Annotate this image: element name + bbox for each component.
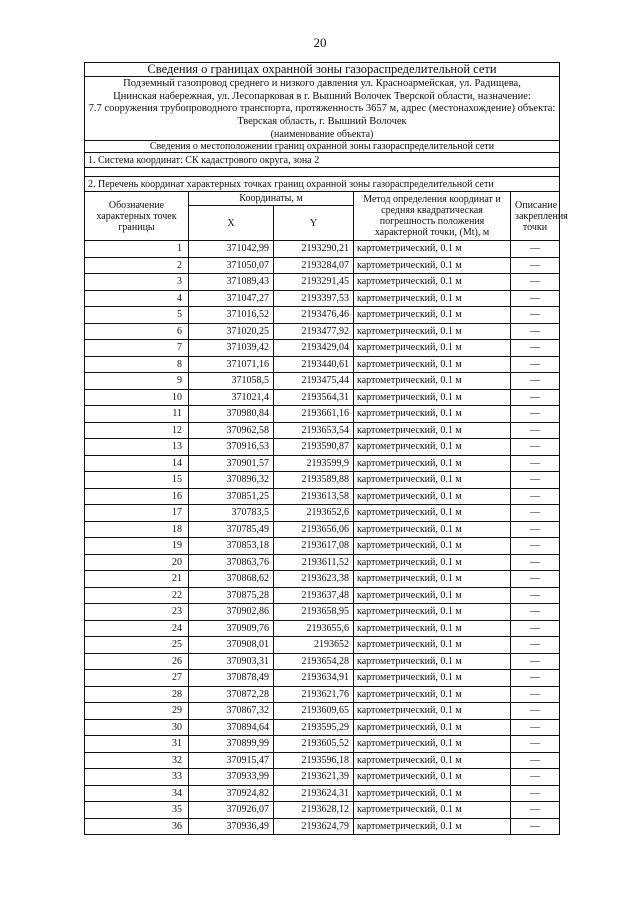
coord-x: 371058,5 bbox=[189, 373, 274, 390]
point-number: 18 bbox=[85, 521, 189, 538]
description-cell: — bbox=[511, 505, 560, 522]
col-desc-header: Описание закрепления точки bbox=[511, 192, 560, 241]
coord-y: 2193621,39 bbox=[274, 769, 354, 786]
point-number: 13 bbox=[85, 439, 189, 456]
point-number: 35 bbox=[85, 802, 189, 819]
coord-x: 370903,31 bbox=[189, 653, 274, 670]
coord-x: 370924,82 bbox=[189, 785, 274, 802]
coord-y: 2193621,76 bbox=[274, 686, 354, 703]
coord-y: 2193564,31 bbox=[274, 389, 354, 406]
col-method-text: Метод определения координат и средняя квадратическая погрешность положения характерной точки, (Mt), м bbox=[363, 194, 501, 238]
point-number: 15 bbox=[85, 472, 189, 489]
point-number: 4 bbox=[85, 290, 189, 307]
method-cell: картометрический, 0.1 м bbox=[354, 274, 511, 291]
table-row bbox=[85, 340, 560, 357]
method-cell: картометрический, 0.1 м bbox=[354, 389, 511, 406]
coord-x: 370868,62 bbox=[189, 571, 274, 588]
description-cell: — bbox=[511, 439, 560, 456]
coord-x: 370878,49 bbox=[189, 670, 274, 687]
col-method-header bbox=[354, 192, 511, 241]
point-number: 19 bbox=[85, 538, 189, 555]
coord-y: 2193291,45 bbox=[274, 274, 354, 291]
table-title: Сведения о границах охранной зоны газораспределительной сети bbox=[85, 63, 560, 77]
blank-row bbox=[85, 168, 560, 177]
table-row bbox=[85, 604, 560, 621]
description-cell: — bbox=[511, 356, 560, 373]
coord-y: 2193661,16 bbox=[274, 406, 354, 423]
point-number: 14 bbox=[85, 455, 189, 472]
method-cell: картометрический, 0.1 м bbox=[354, 323, 511, 340]
point-number: 10 bbox=[85, 389, 189, 406]
coord-x: 370916,53 bbox=[189, 439, 274, 456]
coord-y: 2193397,53 bbox=[274, 290, 354, 307]
method-cell: картометрический, 0.1 м bbox=[354, 752, 511, 769]
table-row bbox=[85, 439, 560, 456]
description-cell: — bbox=[511, 257, 560, 274]
point-number: 6 bbox=[85, 323, 189, 340]
coord-y: 2193634,91 bbox=[274, 670, 354, 687]
point-number: 12 bbox=[85, 422, 189, 439]
coord-x: 371042,99 bbox=[189, 241, 274, 258]
table-row bbox=[85, 472, 560, 489]
description-cell: — bbox=[511, 752, 560, 769]
description-cell: — bbox=[511, 686, 560, 703]
method-cell: картометрический, 0.1 м bbox=[354, 455, 511, 472]
table-row bbox=[85, 571, 560, 588]
coord-y: 2193611,52 bbox=[274, 554, 354, 571]
method-cell: картометрический, 0.1 м bbox=[354, 769, 511, 786]
coord-x: 370853,18 bbox=[189, 538, 274, 555]
points-list-title: 2. Перечень координат характерных точках границ охранной зоны газораспределительной сети bbox=[85, 177, 560, 192]
coord-x: 370908,01 bbox=[189, 637, 274, 654]
coord-y: 2193596,18 bbox=[274, 752, 354, 769]
point-number: 30 bbox=[85, 719, 189, 736]
coord-y: 2193617,08 bbox=[274, 538, 354, 555]
coord-x: 370909,76 bbox=[189, 620, 274, 637]
coord-y: 2193624,31 bbox=[274, 785, 354, 802]
coord-y: 2193652,6 bbox=[274, 505, 354, 522]
col-x-header: X bbox=[189, 206, 274, 241]
description-cell: — bbox=[511, 241, 560, 258]
object-name-caption: (наименование объекта) bbox=[85, 129, 560, 141]
method-cell: картометрический, 0.1 м bbox=[354, 670, 511, 687]
method-cell: картометрический, 0.1 м bbox=[354, 406, 511, 423]
coord-y: 2193595,29 bbox=[274, 719, 354, 736]
table-row bbox=[85, 538, 560, 555]
description-cell: — bbox=[511, 703, 560, 720]
table-row bbox=[85, 769, 560, 786]
table-row bbox=[85, 307, 560, 324]
description-cell: — bbox=[511, 818, 560, 835]
description-cell: — bbox=[511, 736, 560, 753]
table-row bbox=[85, 653, 560, 670]
point-number: 9 bbox=[85, 373, 189, 390]
method-cell: картометрический, 0.1 м bbox=[354, 703, 511, 720]
description-cell: — bbox=[511, 323, 560, 340]
point-number: 32 bbox=[85, 752, 189, 769]
table-row bbox=[85, 257, 560, 274]
point-number: 36 bbox=[85, 818, 189, 835]
method-cell: картометрический, 0.1 м bbox=[354, 290, 511, 307]
table-row bbox=[85, 290, 560, 307]
description-cell: — bbox=[511, 769, 560, 786]
coord-x: 370899,99 bbox=[189, 736, 274, 753]
coord-y: 2193623,38 bbox=[274, 571, 354, 588]
description-cell: — bbox=[511, 340, 560, 357]
description-cell: — bbox=[511, 719, 560, 736]
method-cell: картометрический, 0.1 м bbox=[354, 818, 511, 835]
coord-y: 2193429,04 bbox=[274, 340, 354, 357]
coord-x: 370894,64 bbox=[189, 719, 274, 736]
coord-y: 2193476,46 bbox=[274, 307, 354, 324]
method-cell: картометрический, 0.1 м bbox=[354, 686, 511, 703]
coord-x: 370901,57 bbox=[189, 455, 274, 472]
method-cell: картометрический, 0.1 м bbox=[354, 505, 511, 522]
coord-x: 371020,25 bbox=[189, 323, 274, 340]
coord-y: 2193628,12 bbox=[274, 802, 354, 819]
point-number: 23 bbox=[85, 604, 189, 621]
table-row bbox=[85, 406, 560, 423]
coord-x: 370962,58 bbox=[189, 422, 274, 439]
point-number: 33 bbox=[85, 769, 189, 786]
table-row bbox=[85, 719, 560, 736]
coord-y: 2193284,07 bbox=[274, 257, 354, 274]
coord-y: 2193599,9 bbox=[274, 455, 354, 472]
boundary-table bbox=[84, 62, 568, 835]
point-number: 2 bbox=[85, 257, 189, 274]
coord-x: 371071,16 bbox=[189, 356, 274, 373]
description-cell: — bbox=[511, 587, 560, 604]
point-number: 24 bbox=[85, 620, 189, 637]
point-number: 7 bbox=[85, 340, 189, 357]
method-cell: картометрический, 0.1 м bbox=[354, 422, 511, 439]
page-number: 20 bbox=[313, 35, 327, 50]
method-cell: картометрический, 0.1 м bbox=[354, 620, 511, 637]
point-number: 1 bbox=[85, 241, 189, 258]
table-row bbox=[85, 505, 560, 522]
method-cell: картометрический, 0.1 м bbox=[354, 785, 511, 802]
description-cell: — bbox=[511, 620, 560, 637]
coordinate-system: 1. Система координат: СК кадастрового округа, зона 2 bbox=[85, 153, 560, 168]
coord-x: 370915,47 bbox=[189, 752, 274, 769]
description-cell: — bbox=[511, 422, 560, 439]
method-cell: картометрический, 0.1 м bbox=[354, 241, 511, 258]
method-cell: картометрический, 0.1 м bbox=[354, 257, 511, 274]
table-row bbox=[85, 521, 560, 538]
coord-x: 371016,52 bbox=[189, 307, 274, 324]
description-cell: — bbox=[511, 670, 560, 687]
coord-x: 371021,4 bbox=[189, 389, 274, 406]
table-row bbox=[85, 818, 560, 835]
method-cell: картометрический, 0.1 м bbox=[354, 340, 511, 357]
point-number: 16 bbox=[85, 488, 189, 505]
description-cell: — bbox=[511, 571, 560, 588]
point-number: 5 bbox=[85, 307, 189, 324]
point-number: 26 bbox=[85, 653, 189, 670]
coord-x: 370926,07 bbox=[189, 802, 274, 819]
table-row bbox=[85, 488, 560, 505]
method-cell: картометрический, 0.1 м bbox=[354, 521, 511, 538]
coord-x: 370980,84 bbox=[189, 406, 274, 423]
table-row bbox=[85, 670, 560, 687]
table-row bbox=[85, 274, 560, 291]
method-cell: картометрический, 0.1 м bbox=[354, 554, 511, 571]
table-row bbox=[85, 686, 560, 703]
coord-y: 2193440,61 bbox=[274, 356, 354, 373]
point-number: 27 bbox=[85, 670, 189, 687]
description-cell: — bbox=[511, 290, 560, 307]
description-cell: — bbox=[511, 637, 560, 654]
object-line: Цнинская набережная, ул. Лесопарковая в г. Вышний Волочек Тверской области, назначение: bbox=[113, 90, 531, 102]
coord-y: 2193656,06 bbox=[274, 521, 354, 538]
method-cell: картометрический, 0.1 м bbox=[354, 571, 511, 588]
coord-x: 370936,49 bbox=[189, 818, 274, 835]
col-point-header: Обозначение характерных точек границы bbox=[85, 192, 189, 241]
table-row bbox=[85, 587, 560, 604]
point-number: 17 bbox=[85, 505, 189, 522]
description-cell: — bbox=[511, 307, 560, 324]
method-cell: картометрический, 0.1 м bbox=[354, 736, 511, 753]
table-row bbox=[85, 389, 560, 406]
description-cell: — bbox=[511, 554, 560, 571]
table-row bbox=[85, 752, 560, 769]
table-row bbox=[85, 802, 560, 819]
object-line: Тверская область, г. Вышний Волочек bbox=[237, 115, 407, 127]
coord-x: 370896,32 bbox=[189, 472, 274, 489]
description-cell: — bbox=[511, 521, 560, 538]
coord-y: 2193654,28 bbox=[274, 653, 354, 670]
method-cell: картометрический, 0.1 м bbox=[354, 439, 511, 456]
table-row bbox=[85, 703, 560, 720]
method-cell: картометрический, 0.1 м bbox=[354, 373, 511, 390]
method-cell: картометрический, 0.1 м bbox=[354, 488, 511, 505]
description-cell: — bbox=[511, 488, 560, 505]
coord-y: 2193605,52 bbox=[274, 736, 354, 753]
point-number: 22 bbox=[85, 587, 189, 604]
coord-x: 370863,76 bbox=[189, 554, 274, 571]
point-number: 8 bbox=[85, 356, 189, 373]
coord-x: 370875,28 bbox=[189, 587, 274, 604]
coord-y: 2193290,21 bbox=[274, 241, 354, 258]
description-cell: — bbox=[511, 604, 560, 621]
coord-y: 2193658,95 bbox=[274, 604, 354, 621]
table-row bbox=[85, 620, 560, 637]
description-cell: — bbox=[511, 538, 560, 555]
point-number: 11 bbox=[85, 406, 189, 423]
method-cell: картометрический, 0.1 м bbox=[354, 587, 511, 604]
object-description bbox=[85, 77, 560, 130]
point-number: 20 bbox=[85, 554, 189, 571]
point-number: 31 bbox=[85, 736, 189, 753]
coord-x: 371039,42 bbox=[189, 340, 274, 357]
table-row bbox=[85, 241, 560, 258]
description-cell: — bbox=[511, 455, 560, 472]
description-cell: — bbox=[511, 802, 560, 819]
coord-y: 2193609,65 bbox=[274, 703, 354, 720]
method-cell: картометрический, 0.1 м bbox=[354, 719, 511, 736]
table-row bbox=[85, 455, 560, 472]
description-cell: — bbox=[511, 472, 560, 489]
method-cell: картометрический, 0.1 м bbox=[354, 356, 511, 373]
description-cell: — bbox=[511, 274, 560, 291]
description-cell: — bbox=[511, 373, 560, 390]
coord-y: 2193613,58 bbox=[274, 488, 354, 505]
description-cell: — bbox=[511, 389, 560, 406]
coord-x: 370867,32 bbox=[189, 703, 274, 720]
coord-y: 2193655,6 bbox=[274, 620, 354, 637]
point-number: 34 bbox=[85, 785, 189, 802]
col-y-header: Y bbox=[274, 206, 354, 241]
method-cell: картометрический, 0.1 м bbox=[354, 307, 511, 324]
method-cell: картометрический, 0.1 м bbox=[354, 637, 511, 654]
coord-y: 2193589,88 bbox=[274, 472, 354, 489]
point-number: 29 bbox=[85, 703, 189, 720]
coord-y: 2193653,54 bbox=[274, 422, 354, 439]
object-line: 7.7 сооружения трубопроводного транспорта, протяженность 3657 м, адрес (местонахождение) объекта: bbox=[88, 103, 556, 114]
table-row bbox=[85, 323, 560, 340]
table-row bbox=[85, 637, 560, 654]
point-number: 28 bbox=[85, 686, 189, 703]
coord-y: 2193475,44 bbox=[274, 373, 354, 390]
table-row bbox=[85, 736, 560, 753]
coord-x: 370902,86 bbox=[189, 604, 274, 621]
method-cell: картометрический, 0.1 м bbox=[354, 472, 511, 489]
method-cell: картометрический, 0.1 м bbox=[354, 653, 511, 670]
table-row bbox=[85, 554, 560, 571]
method-cell: картометрический, 0.1 м bbox=[354, 538, 511, 555]
method-cell: картометрический, 0.1 м bbox=[354, 802, 511, 819]
table-row bbox=[85, 785, 560, 802]
coord-x: 370872,28 bbox=[189, 686, 274, 703]
description-cell: — bbox=[511, 785, 560, 802]
section-title: Сведения о местоположении границ охранной зоны газораспределительной сети bbox=[85, 141, 560, 153]
table-row bbox=[85, 373, 560, 390]
point-number: 25 bbox=[85, 637, 189, 654]
col-coords-header: Координаты, м bbox=[189, 192, 354, 206]
point-number: 21 bbox=[85, 571, 189, 588]
table-row bbox=[85, 422, 560, 439]
coord-x: 371047,27 bbox=[189, 290, 274, 307]
method-cell: картометрический, 0.1 м bbox=[354, 604, 511, 621]
coord-y: 2193652 bbox=[274, 637, 354, 654]
coord-x: 371089,43 bbox=[189, 274, 274, 291]
coord-y: 2193637,48 bbox=[274, 587, 354, 604]
description-cell: — bbox=[511, 653, 560, 670]
coord-x: 370851,25 bbox=[189, 488, 274, 505]
coord-y: 2193477,92 bbox=[274, 323, 354, 340]
point-number: 3 bbox=[85, 274, 189, 291]
coord-x: 370933,99 bbox=[189, 769, 274, 786]
coord-x: 370785,49 bbox=[189, 521, 274, 538]
description-cell: — bbox=[511, 406, 560, 423]
coord-x: 370783,5 bbox=[189, 505, 274, 522]
coord-y: 2193590,87 bbox=[274, 439, 354, 456]
table-row bbox=[85, 356, 560, 373]
object-line: Подземный газопровод среднего и низкого давления ул. Красноармейская, ул. Радищева, bbox=[123, 78, 521, 89]
coord-x: 371050,07 bbox=[189, 257, 274, 274]
coord-y: 2193624,79 bbox=[274, 818, 354, 835]
